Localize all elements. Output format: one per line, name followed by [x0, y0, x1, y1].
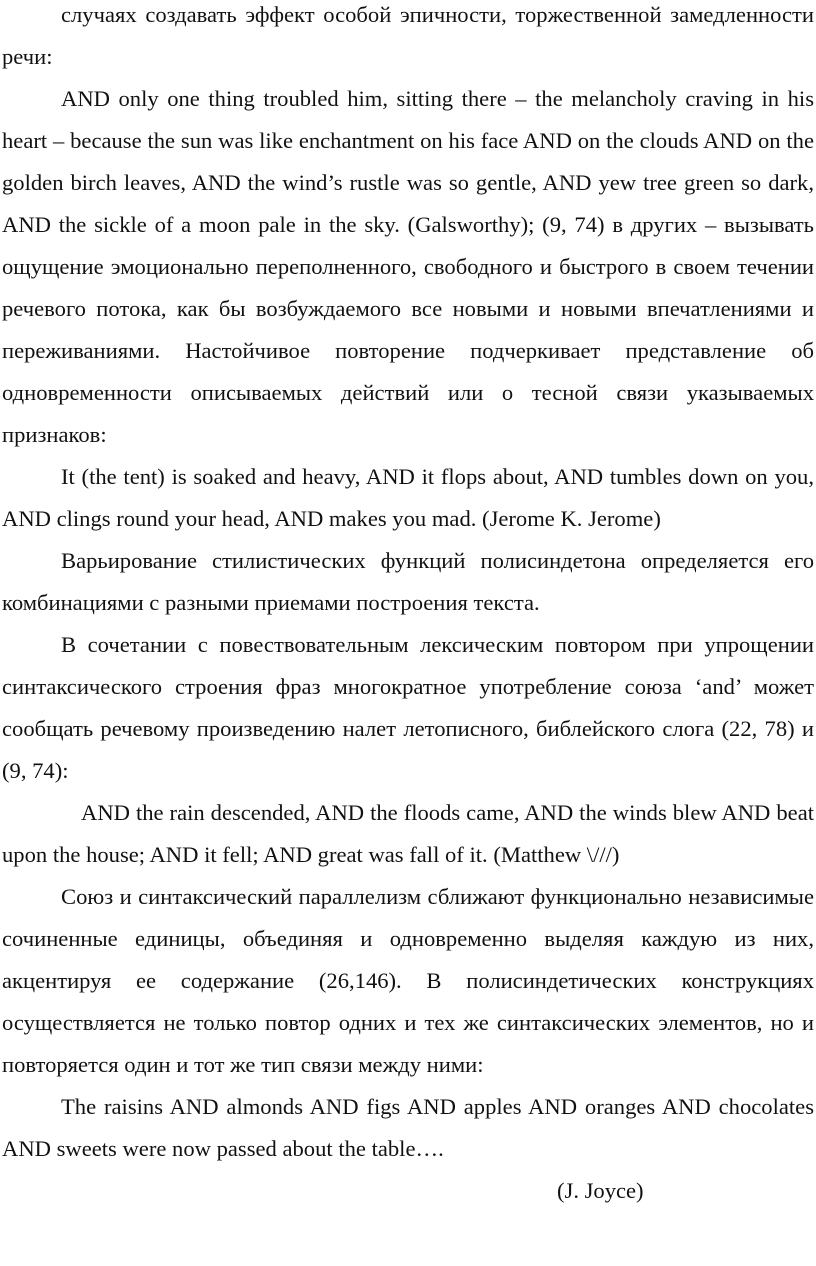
paragraph-biblical-style: В сочетании с повествовательным лексическим повтором при упрощении синтаксического строения фраз многократное употребление союза ‘and’ может сообщать речевому произведению налет летописного, библейского слога (22, 78) и (9, 74): [2, 632, 814, 783]
quote-galsworthy: AND only one thing troubled him, sitting there – the melancholy craving in his heart – because the sun was like enchantment on his face AND on the clouds AND on the golden birch leaves, AND the wind’s rustle was so gentle, AND yew tree green so dark, AND the sickle of a moon pale in the sky. (Galsworthy); (9, 74) в других – вызывать ощущение эмоционально переполненного, свободного и быстрого в своем течении речевого потока, как бы возбуждаемого все новыми и новыми впечатлениями и переживаниями. Настойчивое повторение подчеркивает представление об одновременности описываемых действий или о тесной связи указываемых признаков: [2, 86, 814, 447]
paragraph-polysyndeton-functions: Варьирование стилистических функций полисиндетона определяется его комбинациями с разными приемами построения текста. [2, 548, 814, 615]
quote-matthew: AND the rain descended, AND the floods came, AND the winds blew AND beat upon the house; AND it fell; AND great was fall of it. (Matthew \///) [2, 800, 814, 867]
paragraph-syntactic-parallelism: Союз и синтаксический параллелизм сближают функционально независимые сочиненные единицы, объединяя и одновременно выделяя каждую из них, акцентируя ее содержание (26,146). В полисиндетических конструкциях осуществляется не только повтор одних и тех же синтаксических элементов, но и повторяется один и тот же тип связи между ними: [2, 884, 814, 1077]
quote-joyce: The raisins AND almonds AND figs AND apples AND oranges AND chocolates AND sweets were now passed about the table…. [2, 1094, 814, 1161]
quote-jerome: It (the tent) is soaked and heavy, AND it flops about, AND tumbles down on you, AND clings round your head, AND makes you mad. (Jerome K. Jerome) [2, 464, 814, 531]
citation-joyce: (J. Joyce) [557, 1178, 644, 1203]
paragraph-continuation: случаях создавать эффект особой эпичности, торжественной замедленности речи: [2, 2, 814, 69]
